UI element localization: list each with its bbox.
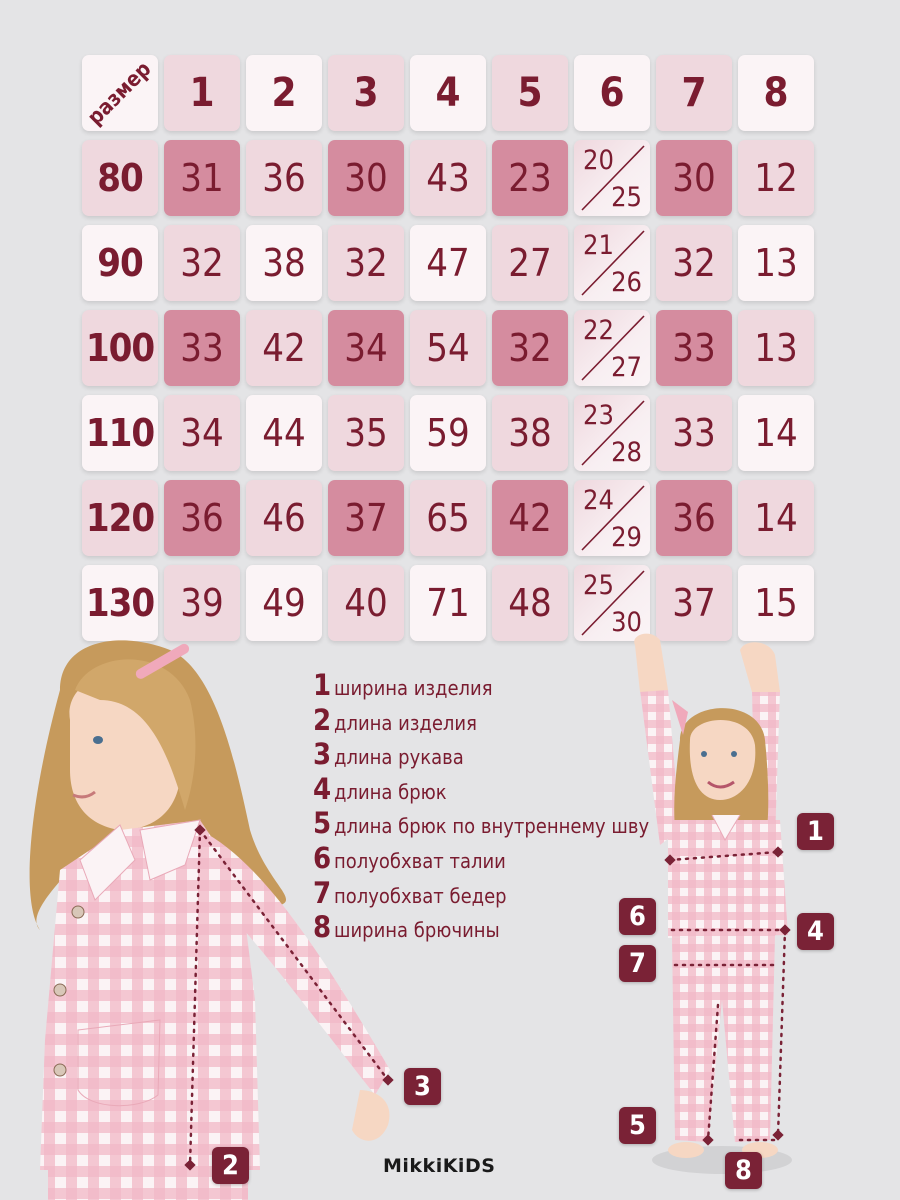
table-cell: 13 — [738, 225, 814, 301]
column-header-8: 8 — [738, 55, 814, 131]
fraction-top: 24 — [583, 485, 614, 516]
row-size-label: 100 — [82, 310, 158, 386]
legend-number: 3 — [313, 737, 332, 772]
table-cell: 31 — [164, 140, 240, 216]
badge-1: 1 — [797, 813, 834, 850]
table-cell: 37 — [656, 565, 732, 641]
row-size-label: 80 — [82, 140, 158, 216]
fraction-bottom: 30 — [611, 607, 642, 638]
table-cell: 46 — [246, 480, 322, 556]
table-cell: 34 — [164, 395, 240, 471]
table-cell: 43 — [410, 140, 486, 216]
table-cell: 35 — [328, 395, 404, 471]
table-cell: 32 — [656, 225, 732, 301]
column-header-2: 2 — [246, 55, 322, 131]
badge-6: 6 — [619, 898, 656, 935]
table-cell: 32 — [164, 225, 240, 301]
table-cell: 36 — [246, 140, 322, 216]
legend-item — [313, 910, 649, 945]
table-cell: 40 — [328, 565, 404, 641]
table-cell: 13 — [738, 310, 814, 386]
fraction-bottom: 26 — [611, 267, 642, 298]
badge-5: 5 — [619, 1107, 656, 1144]
fraction-top: 20 — [583, 145, 614, 176]
legend-number: 4 — [313, 771, 332, 806]
measurement-legend — [313, 668, 649, 945]
table-cell: 39 — [164, 565, 240, 641]
table-cell: 65 — [410, 480, 486, 556]
fraction-bottom: 28 — [611, 437, 642, 468]
column-header-6: 6 — [574, 55, 650, 131]
fraction-bottom: 27 — [611, 352, 642, 383]
table-cell: 49 — [246, 565, 322, 641]
legend-item — [313, 703, 649, 738]
legend-text: полуобхват бедер — [334, 883, 507, 908]
row-size-label: 130 — [82, 565, 158, 641]
legend-item — [313, 668, 649, 703]
table-cell: 36 — [656, 480, 732, 556]
table-cell: 15 — [738, 565, 814, 641]
table-cell: 32 — [492, 310, 568, 386]
column-header-4: 4 — [410, 55, 486, 131]
table-cell: 27 — [492, 225, 568, 301]
brand-logo: MikkiKiDS — [383, 1155, 496, 1177]
table-cell: 30 — [328, 140, 404, 216]
fraction-top: 22 — [583, 315, 614, 346]
column-header-3: 3 — [328, 55, 404, 131]
fraction-bottom: 29 — [611, 522, 642, 553]
table-cell: 33 — [656, 310, 732, 386]
badge-2: 2 — [212, 1147, 249, 1184]
table-cell: 38 — [492, 395, 568, 471]
legend-number: 2 — [313, 702, 332, 737]
table-cell: 42 — [246, 310, 322, 386]
legend-number: 7 — [313, 875, 332, 910]
row-size-label: 120 — [82, 480, 158, 556]
column-header-7: 7 — [656, 55, 732, 131]
fraction-top: 21 — [583, 230, 614, 261]
table-cell: 12 — [738, 140, 814, 216]
legend-item — [313, 876, 649, 911]
legend-text: длина брюк по внутреннему шву — [334, 814, 650, 839]
fraction-top: 25 — [583, 570, 614, 601]
table-cell: 14 — [738, 395, 814, 471]
legend-text: ширина изделия — [334, 676, 493, 700]
legend-number: 6 — [313, 840, 332, 875]
table-cell: 48 — [492, 565, 568, 641]
column-header-1: 1 — [164, 55, 240, 131]
fraction-bottom: 25 — [611, 182, 642, 213]
table-cell: 14 — [738, 480, 814, 556]
legend-item — [313, 737, 649, 772]
table-cell: 34 — [328, 310, 404, 386]
legend-number: 5 — [313, 806, 332, 841]
row-size-label: 90 — [82, 225, 158, 301]
table-cell: 23 — [492, 140, 568, 216]
row-size-label: 110 — [82, 395, 158, 471]
legend-item — [313, 806, 649, 841]
table-cell: 32 — [328, 225, 404, 301]
legend-text: длина брюк — [334, 779, 447, 804]
legend-number: 8 — [313, 910, 332, 945]
table-cell: 44 — [246, 395, 322, 471]
legend-item — [313, 841, 649, 876]
table-cell: 38 — [246, 225, 322, 301]
legend-text: полуобхват талии — [334, 848, 506, 873]
legend-number: 1 — [313, 668, 332, 702]
table-cell: 30 — [656, 140, 732, 216]
table-cell: 59 — [410, 395, 486, 471]
legend-item — [313, 772, 649, 807]
table-cell: 54 — [410, 310, 486, 386]
table-cell: 33 — [164, 310, 240, 386]
table-cell: 47 — [410, 225, 486, 301]
table-cell: 71 — [410, 565, 486, 641]
corner-label: размер — [83, 56, 157, 130]
badge-8: 8 — [725, 1152, 762, 1189]
legend-text: длина рукава — [334, 745, 464, 770]
column-header-5: 5 — [492, 55, 568, 131]
badge-3: 3 — [404, 1068, 441, 1105]
legend-text: длина изделия — [334, 710, 477, 735]
table-cell: 36 — [164, 480, 240, 556]
legend-text: ширина брючины — [334, 918, 500, 943]
table-cell: 33 — [656, 395, 732, 471]
badge-7: 7 — [619, 945, 656, 982]
fraction-top: 23 — [583, 400, 614, 431]
table-cell: 42 — [492, 480, 568, 556]
badge-4: 4 — [797, 913, 834, 950]
table-cell: 37 — [328, 480, 404, 556]
